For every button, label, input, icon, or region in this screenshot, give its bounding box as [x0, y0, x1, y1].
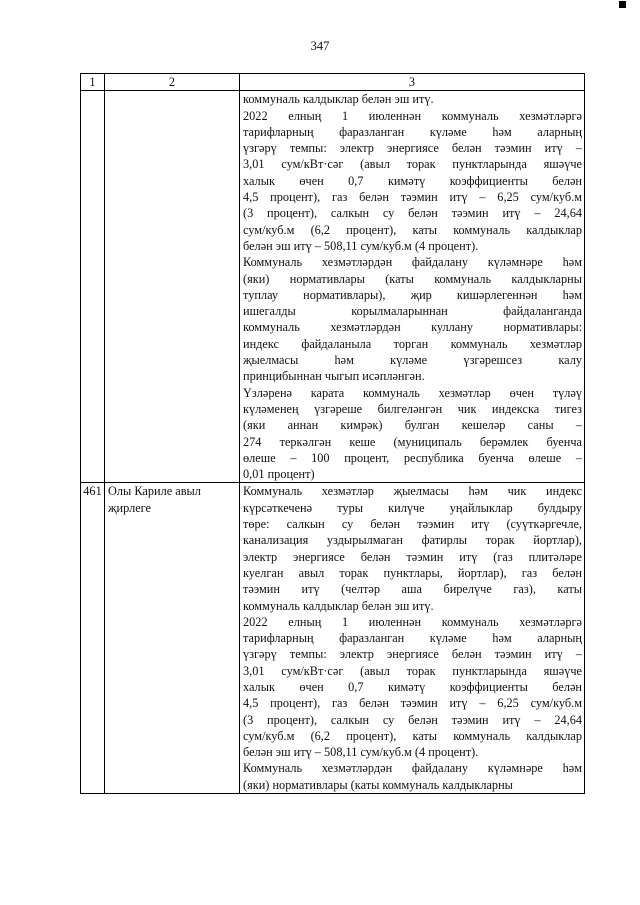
header-cell-2: 2 [105, 74, 240, 91]
settlement-name: Олы Кариле авыл җирлеге [105, 483, 240, 794]
paragraph-first-line: 2022 елның 1 июленнән коммуналь хезмәтләргә [243, 614, 582, 629]
paragraph-first-line: коммуналь калдыклар белән эш итү. [243, 92, 434, 107]
row-content [240, 91, 585, 483]
paragraph-first-line: Үзләренә карата коммуналь хезмәтләр өчен түләү [243, 385, 582, 400]
paragraph-line: 3,01 сум/кВт·сәг (авыл торак пунктларында яшәүче [243, 157, 582, 172]
paragraph-line: (яки) нормативлары (каты коммуналь калдыкларны [243, 271, 582, 286]
page-number: 347 [310, 39, 330, 53]
paragraph-line: 3,01 сум/кВт·сәг (авыл торак пунктларында яшәүче [243, 663, 582, 678]
document-table [80, 73, 585, 794]
paragraph-line: 4,5 процент), газ белән тәэмин итү – 6,25 сум/куб.м [243, 696, 582, 711]
paragraph-line: күләменең үзгәреше билгеләнгән чик индекска тигез [243, 401, 582, 416]
table-row [81, 91, 585, 483]
paragraph-line: коммуналь калдыклар белән эш итү. [243, 598, 434, 613]
row-content [240, 483, 585, 794]
paragraph-line: ишегалды корылмаларыннан файдаланганда [243, 304, 582, 319]
paragraph-line: тарифларның фаразланган күләме һәм аларның [243, 631, 582, 646]
table-header-row [81, 74, 585, 91]
paragraph-line: (3 процент), салкын су белән тәэмин итү – 24,64 [243, 206, 582, 221]
scan-mark [619, 1, 626, 8]
paragraph-line: җыелмасы һәм күләме үзгәрешсез калу [243, 353, 582, 368]
paragraph-line: 274 теркәлгән кеше (муниципаль берәмлек буенча [243, 434, 582, 449]
paragraph-line: үзгәрү темпы: электр энергиясе белән тәэмин итү – [243, 647, 582, 662]
paragraph-line: (яки аннан кимрәк) булган кешеләр саны – [243, 418, 582, 433]
paragraph-line: куелган авыл торак пунктлары, йортлар), газ белән [243, 565, 582, 580]
paragraph-first-line: Коммуналь хезмәтләрдән файдалану күләмнәре һәм [243, 255, 582, 270]
paragraph-line: тарифларның фаразланган күләме һәм аларның [243, 124, 582, 139]
paragraph-line: белән эш итү – 508,11 сум/куб.м (4 процент). [243, 238, 479, 253]
paragraph-line: электр энергиясе белән тәэмин итү (газ плитәләре [243, 549, 582, 564]
paragraph-line: 4,5 процент), газ белән тәэмин итү – 6,25 сум/куб.м [243, 190, 582, 205]
paragraph-line: принцибыннан чыгып исәпләнгән. [243, 369, 425, 384]
paragraph-line: үзгәрү темпы: электр энергиясе белән тәэмин итү – [243, 141, 582, 156]
paragraph-line: сум/куб.м (6,2 процент), каты коммуналь калдыклар [243, 728, 582, 743]
paragraph-line: туплау нормативлары), җир кишәрлегеннән һәм [243, 287, 582, 302]
paragraph-first-line: 2022 елның 1 июленнән коммуналь хезмәтләргә [243, 108, 582, 123]
paragraph-line: (3 процент), салкын су белән тәэмин итү – 24,64 [243, 712, 582, 727]
header-cell-3: 3 [240, 74, 585, 91]
paragraph-first-line: Коммуналь хезмәтләрдән файдалану күләмнәре һәм [243, 761, 582, 776]
header-cell-1: 1 [81, 74, 105, 91]
paragraph-first-line: Коммуналь хезмәтләр җыелмасы һәм чик индекс [243, 484, 582, 499]
paragraph-line: сум/куб.м (6,2 процент), каты коммуналь калдыклар [243, 222, 582, 237]
paragraph-line: коммуналь хезмәтләрдән куллану нормативлары: [243, 320, 582, 335]
paragraph-line: күрсәткеченә туры килүче уңайлыклар булдыру [243, 500, 582, 515]
paragraph-line: 0,01 процент) [243, 467, 315, 482]
row-number [81, 91, 105, 483]
paragraph-line: канализация уздырылмаган фатирлы торак йортлар), [243, 533, 582, 548]
paragraph-line: өлеше – 100 процент, республика буенча өлеше – [243, 450, 582, 465]
paragraph-line: (яки) нормативлары (каты коммуналь калдыкларны [243, 777, 513, 792]
paragraph-line: төре: салкын су белән тәэмин итү (суүткәргечле, [243, 517, 582, 532]
table-row [81, 483, 585, 794]
paragraph-line: халык өчен 0,7 кимәтү коэффициенты белән [243, 173, 582, 188]
paragraph-line: тәэмин итү (челтәр аша бирелүче газ), каты [243, 582, 582, 597]
row-number: 461 [81, 483, 105, 794]
paragraph-line: индекс файдаланыла торган коммуналь хезмәтләр [243, 336, 582, 351]
settlement-name [105, 91, 240, 483]
paragraph-line: халык өчен 0,7 кимәтү коэффициенты белән [243, 679, 582, 694]
paragraph-line: белән эш итү – 508,11 сум/куб.м (4 процент). [243, 745, 479, 760]
